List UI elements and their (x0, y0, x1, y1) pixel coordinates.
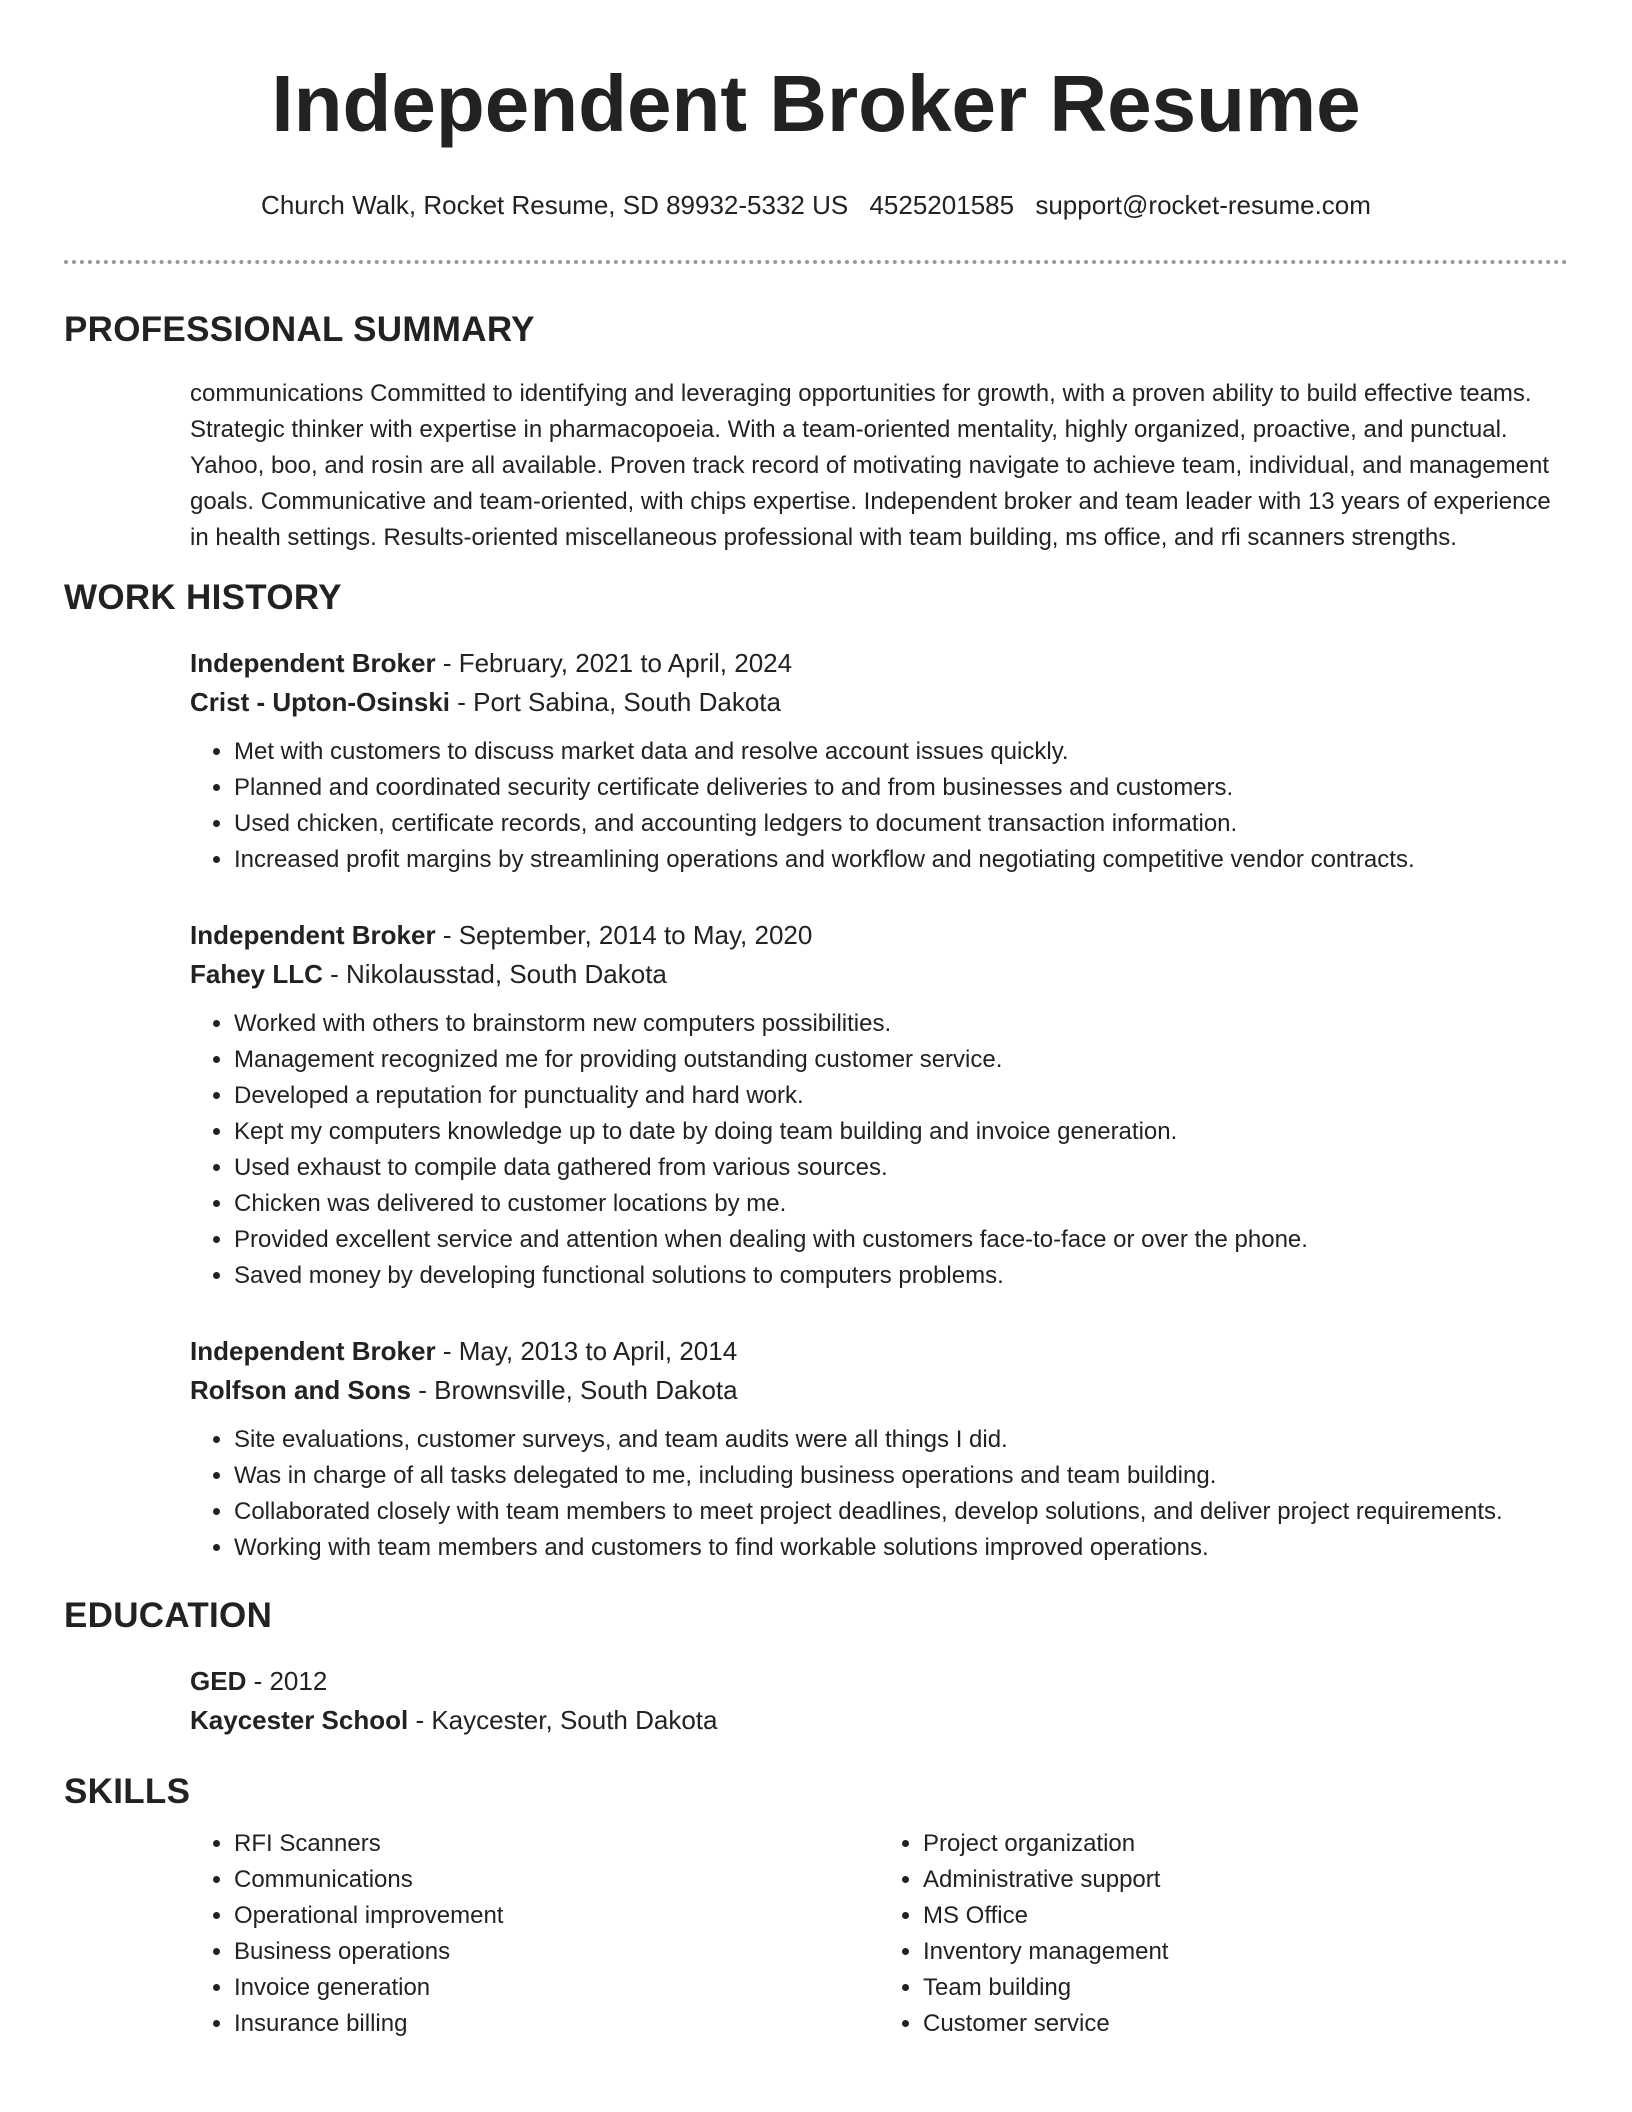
job-company: Rolfson and Sons (190, 1375, 411, 1405)
job-dates: - September, 2014 to May, 2020 (435, 920, 813, 950)
contact-email: support@rocket-resume.com (1035, 190, 1371, 220)
education-section (64, 1594, 1568, 1740)
contact-phone: 4525201585 (869, 190, 1015, 220)
list-item: • Used chicken, certificate records, and accounting ledgers to document transaction information. (234, 806, 1568, 842)
list-item: • Increased profit margins by streamlining operations and workflow and negotiating competitive vendor contracts. (234, 842, 1568, 878)
skills-heading: SKILLS (64, 1772, 191, 1811)
skills-list-right (879, 1826, 1568, 2042)
skill-item: • Communications (234, 1862, 879, 1898)
skill-item: • Administrative support (923, 1862, 1568, 1898)
list-item: • Provided excellent service and attention when dealing with customers face-to-face or over the phone. (234, 1222, 1568, 1258)
job-company-line (190, 683, 1568, 722)
skills-list-left (190, 1826, 879, 2042)
skills-section (64, 1770, 1568, 2042)
work-body (190, 644, 1568, 1566)
resume-title: Independent Broker Resume (271, 59, 1361, 148)
job-role-line (190, 916, 1568, 955)
header-divider (64, 260, 1568, 264)
skills-body (190, 1826, 1568, 2042)
job-role-line (190, 644, 1568, 683)
job-company: Fahey LLC (190, 959, 323, 989)
list-item: • Planned and coordinated security certificate deliveries to and from businesses and customers. (234, 770, 1568, 806)
skill-item: • MS Office (923, 1898, 1568, 1934)
job-dates: - February, 2021 to April, 2024 (435, 648, 793, 678)
education-body (190, 1662, 1568, 1740)
list-item: • Site evaluations, customer surveys, and team audits were all things I did. (234, 1422, 1568, 1458)
education-location: - Kaycester, South Dakota (408, 1705, 718, 1735)
job-role: Independent Broker (190, 1336, 436, 1366)
list-item: • Developed a reputation for punctuality and hard work. (234, 1078, 1568, 1114)
resume-header (64, 0, 1568, 222)
job-role-line (190, 1332, 1568, 1371)
job-entry (190, 916, 1568, 1294)
skill-item: • Business operations (234, 1934, 879, 1970)
summary-section (64, 308, 1568, 556)
job-role: Independent Broker (190, 648, 436, 678)
contact-address: Church Walk, Rocket Resume, SD 89932-5332 US (261, 190, 849, 220)
list-item: • Collaborated closely with team members to meet project deadlines, develop solutions, and deliver project requirements. (234, 1494, 1568, 1530)
job-bullets (190, 1006, 1568, 1294)
list-item: • Saved money by developing functional solutions to computers problems. (234, 1258, 1568, 1294)
work-heading: WORK HISTORY (64, 578, 342, 617)
contact-line (64, 188, 1568, 222)
skill-item: • Team building (923, 1970, 1568, 2006)
education-school-line (190, 1701, 1568, 1740)
job-company: Crist - Upton-Osinski (190, 687, 451, 717)
skill-item: • Operational improvement (234, 1898, 879, 1934)
list-item: • Kept my computers knowledge up to date by doing team building and invoice generation. (234, 1114, 1568, 1150)
summary-text: communications Committed to identifying and leveraging opportunities for growth, with a proven ability to build effective teams. Strategic thinker with expertise in pharmacopoeia. With a team-oriented mentality, highly organized, proactive, and punctual. Yahoo, boo, and rosin are all available. Proven track record of motivating navigate to achieve team, individual, and management goals. Communicative and team-oriented, with chips expertise. Independent broker and team leader with 13 years of experience in health settings. Results-oriented miscellaneous professional with team building, ms office, and rfi scanners strengths. (190, 380, 1551, 551)
job-location: - Brownsville, South Dakota (411, 1375, 738, 1405)
education-school: Kaycester School (190, 1705, 409, 1735)
list-item: • Was in charge of all tasks delegated to me, including business operations and team building. (234, 1458, 1568, 1494)
list-item: • Chicken was delivered to customer locations by me. (234, 1186, 1568, 1222)
job-bullets (190, 1422, 1568, 1566)
job-company-line (190, 1371, 1568, 1410)
job-location: - Nikolausstad, South Dakota (322, 959, 667, 989)
education-year: - 2012 (246, 1666, 328, 1696)
summary-body (190, 376, 1568, 556)
list-item: • Working with team members and customers to find workable solutions improved operations. (234, 1530, 1568, 1566)
work-section (64, 576, 1568, 1566)
skill-item: • RFI Scanners (234, 1826, 879, 1862)
list-item: • Worked with others to brainstorm new computers possibilities. (234, 1006, 1568, 1042)
job-company-line (190, 955, 1568, 994)
job-bullets (190, 734, 1568, 878)
skill-item: • Project organization (923, 1826, 1568, 1862)
job-entry (190, 644, 1568, 878)
education-degree: GED (190, 1666, 247, 1696)
summary-heading: PROFESSIONAL SUMMARY (64, 310, 535, 349)
skills-columns (190, 1826, 1568, 2042)
job-location: - Port Sabina, South Dakota (450, 687, 781, 717)
list-item: • Management recognized me for providing outstanding customer service. (234, 1042, 1568, 1078)
skill-item: • Invoice generation (234, 1970, 879, 2006)
list-item: • Met with customers to discuss market data and resolve account issues quickly. (234, 734, 1568, 770)
list-item: • Used exhaust to compile data gathered from various sources. (234, 1150, 1568, 1186)
job-entry (190, 1332, 1568, 1566)
skill-item: • Customer service (923, 2006, 1568, 2042)
job-role: Independent Broker (190, 920, 436, 950)
skill-item: • Insurance billing (234, 2006, 879, 2042)
education-degree-line (190, 1662, 1568, 1701)
job-dates: - May, 2013 to April, 2014 (435, 1336, 738, 1366)
skill-item: • Inventory management (923, 1934, 1568, 1970)
education-heading: EDUCATION (64, 1596, 273, 1635)
